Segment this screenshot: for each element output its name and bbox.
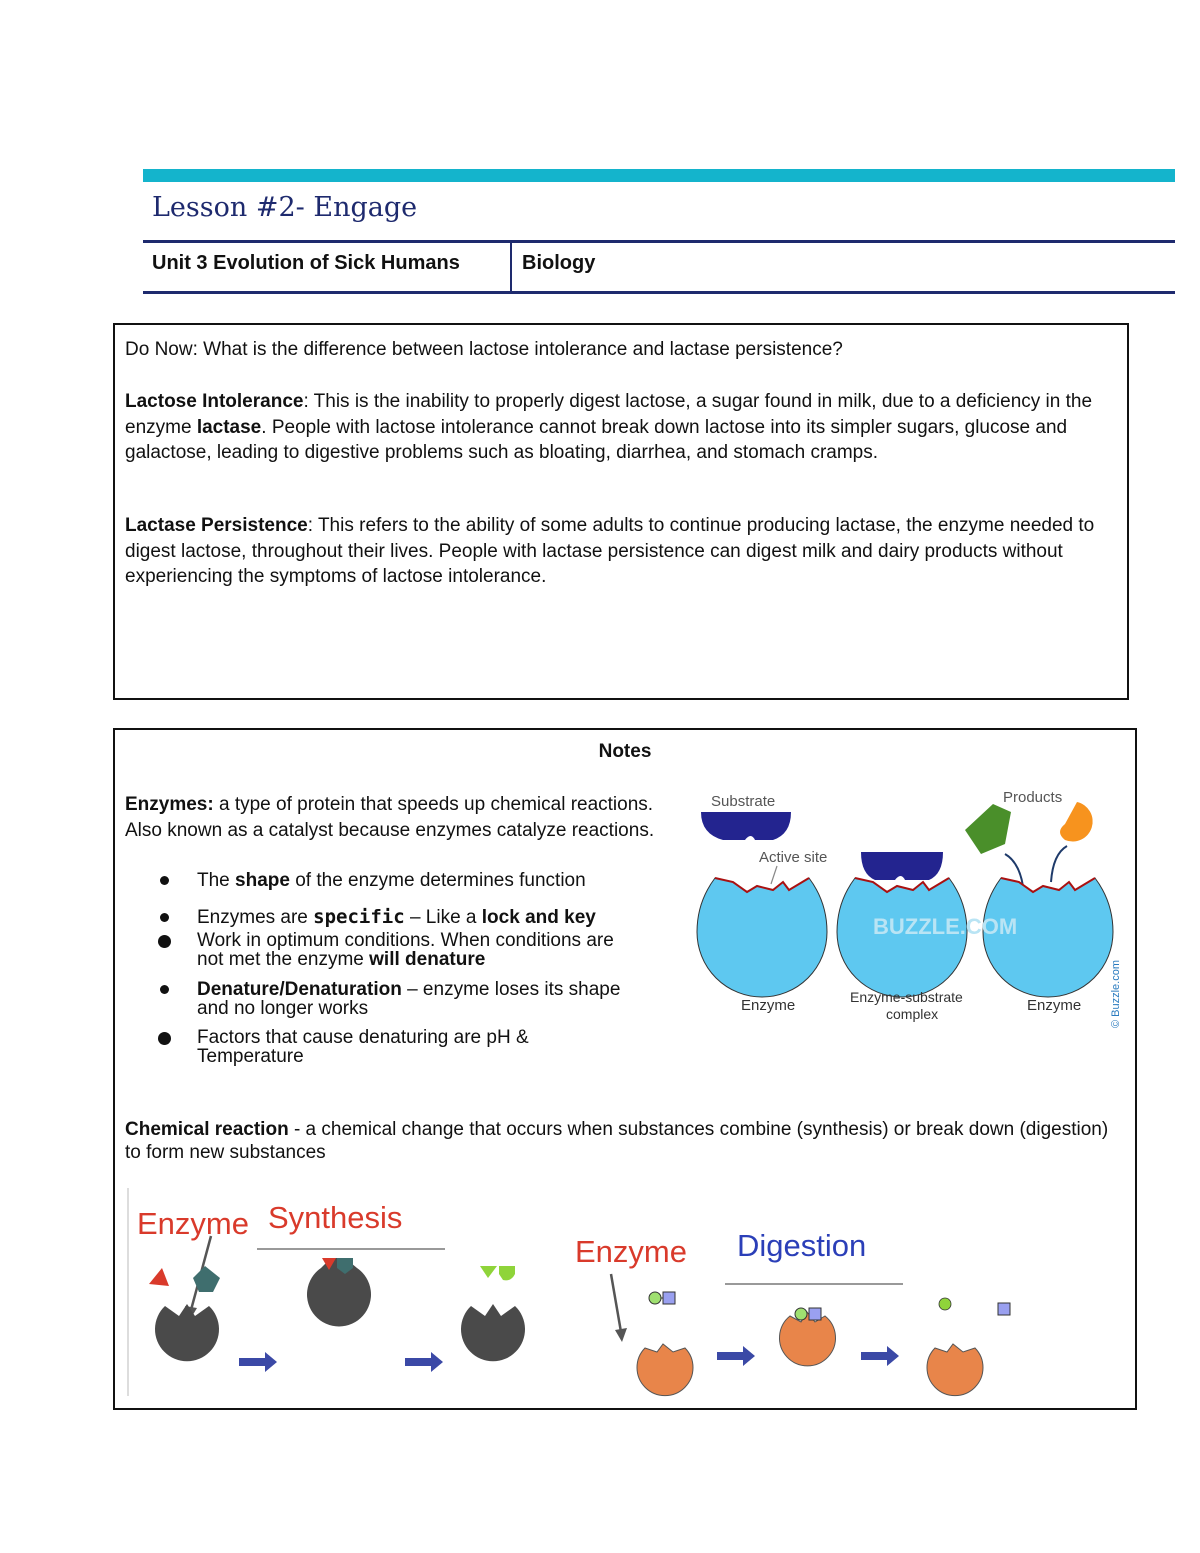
enzyme-left-label: Enzyme bbox=[741, 997, 796, 1014]
arrow-synthesis-1 bbox=[239, 1352, 277, 1372]
digestion-enzyme-2 bbox=[780, 1312, 836, 1366]
active-site-label: Active site bbox=[759, 849, 828, 866]
enzyme-right-label: Enzyme bbox=[1027, 997, 1082, 1014]
chemical-reaction-definition bbox=[125, 1118, 1115, 1164]
chemical-reaction-term: Chemical reaction bbox=[125, 1119, 289, 1140]
glucose-circle bbox=[649, 1292, 661, 1304]
product-pentagon bbox=[499, 1266, 515, 1280]
meta-table-divider bbox=[510, 240, 512, 294]
lactase-persistence-paragraph bbox=[125, 513, 1120, 590]
enzyme-left-shape bbox=[697, 878, 827, 997]
do-now-question: Do Now: What is the difference between lactose intolerance and lactase persistence? bbox=[125, 339, 843, 360]
bound-glucose bbox=[795, 1308, 807, 1320]
notes-box: Notes Enzymes: a type of protein that speeds up chemical reactions. Also known as a catalyst because enzymes catalyze reactions. The shape of the enzyme determines function Enzymes are specific – Like a lock and key Work in optimum conditions. When conditions are not met the enzyme will denature Denature/Denaturation – enzyme loses its shape and no longer works Factors that cause denaturing are pH & Temperature Substrate Active site Products BUZZLE.COM Enzyme Enzyme-substrate complex Enzyme © Buzzle.com Chemical reaction - a chemical change that occurs when substances combine (synthesis) or break down (digestion) to form new substances Enzyme Synthesis Enzyme Digestion bbox=[113, 728, 1137, 1410]
products-label: Products bbox=[1003, 789, 1063, 806]
substrate-label: Substrate bbox=[711, 793, 776, 810]
lactase-persistence-text: : This refers to the ability of some adults to continue producing lactase, the enzyme needed to digest lactose, throughout their lives. People with lactase persistence can digest milk and dairy products without experiencing the symptoms of lactose intolerance. bbox=[125, 515, 1095, 587]
complex-label-line1: Enzyme-substrate bbox=[850, 989, 963, 1005]
synthesis-enzyme-label: Enzyme bbox=[137, 1206, 249, 1241]
product-triangle bbox=[480, 1266, 497, 1278]
bullet-dot bbox=[158, 935, 171, 948]
lactose-intolerance-paragraph bbox=[125, 389, 1115, 466]
enzyme-substrate-diagram bbox=[693, 782, 1125, 1030]
lactose-intolerance-text-2: . People with lactose intolerance cannot break down lactose into its simpler sugars, glucose and galactose, leading to digestive problems such as bloating, diarrhea, and stomach cramps. bbox=[125, 416, 1068, 463]
substrate-shape bbox=[701, 812, 791, 840]
synthesis-enzyme-3 bbox=[461, 1304, 525, 1361]
digestion-pointer-head bbox=[615, 1328, 627, 1342]
synthesis-digestion-diagram bbox=[125, 1188, 1125, 1398]
arrow-digestion-1 bbox=[717, 1346, 755, 1366]
enzymes-definition bbox=[125, 792, 665, 843]
digestion-enzyme-1 bbox=[637, 1344, 693, 1396]
meta-table-top-border bbox=[143, 240, 1175, 243]
arrow-synthesis-2 bbox=[405, 1352, 443, 1372]
active-site-pointer bbox=[771, 866, 777, 884]
unit-label: Unit 3 Evolution of Sick Humans bbox=[152, 252, 460, 274]
bullet-dot bbox=[160, 876, 169, 885]
arrow-digestion-2 bbox=[861, 1346, 899, 1366]
lactose-intolerance-term: Lactose Intolerance bbox=[125, 391, 304, 412]
enzymes-term: Enzymes: bbox=[125, 794, 214, 815]
galactose-square bbox=[663, 1292, 675, 1304]
lesson-title: Lesson #2- Engage bbox=[152, 192, 418, 223]
buzzle-watermark: BUZZLE.COM bbox=[873, 914, 1018, 939]
product-arrow-right bbox=[1051, 846, 1067, 882]
lactase-bold: lactase bbox=[196, 416, 262, 438]
bound-substrate-shape bbox=[861, 852, 943, 880]
product-orange-shape bbox=[1060, 802, 1093, 842]
digestion-enzyme-3 bbox=[927, 1344, 983, 1396]
synthesis-label: Synthesis bbox=[268, 1200, 403, 1235]
do-now-box bbox=[113, 323, 1129, 700]
product-galactose bbox=[998, 1303, 1010, 1315]
digestion-enzyme-label: Enzyme bbox=[575, 1234, 687, 1269]
meta-table-bottom-border bbox=[143, 291, 1175, 294]
buzzle-credit: © Buzzle.com bbox=[1110, 959, 1122, 1028]
chemical-reaction-text: - a chemical change that occurs when substances combine (synthesis) or break down (digestion) to form new substances bbox=[125, 1119, 1109, 1163]
bullet-dot bbox=[158, 1032, 171, 1045]
digestion-label: Digestion bbox=[737, 1228, 867, 1263]
substrate-triangle bbox=[149, 1268, 169, 1286]
notes-heading: Notes bbox=[598, 741, 652, 762]
bullet-dot bbox=[160, 985, 169, 994]
lactose-intolerance-text-1: : This is the inability to properly digest lactose, a sugar found in milk, due to a deficiency in the enzyme bbox=[125, 391, 1093, 438]
bound-galactose bbox=[809, 1308, 821, 1320]
digestion-enzyme-pointer bbox=[611, 1274, 621, 1332]
lactase-persistence-term: Lactase Persistence bbox=[125, 515, 308, 536]
bullet-dot bbox=[160, 913, 169, 922]
header-accent-bar bbox=[143, 169, 1175, 182]
product-green-shape bbox=[965, 804, 1011, 854]
enzymes-def-text: a type of protein that speeds up chemical reactions. Also known as a catalyst because enzymes catalyze reactions. bbox=[125, 794, 655, 841]
product-glucose bbox=[939, 1298, 951, 1310]
complex-label-line2: complex bbox=[886, 1006, 939, 1022]
subject-label: Biology bbox=[522, 252, 596, 274]
synthesis-enzyme-1 bbox=[155, 1304, 219, 1361]
